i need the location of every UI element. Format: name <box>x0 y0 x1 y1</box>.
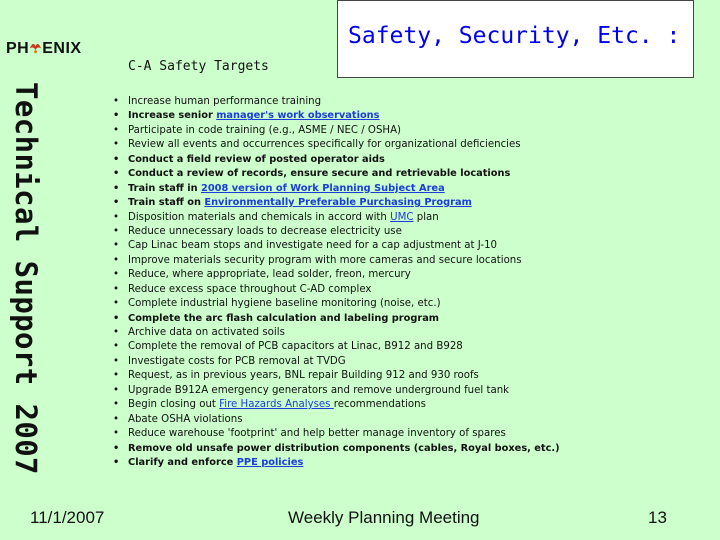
list-item <box>113 398 713 412</box>
list-item <box>113 442 713 456</box>
list-item <box>113 355 713 369</box>
list-item <box>113 413 713 427</box>
list-item-link[interactable]: PPE policies <box>236 456 304 468</box>
list-item-text: Cap Linac beam stops and investigate need for a cap adjustment at J-10 <box>128 240 498 252</box>
list-item-text: Reduce excess space throughout C-AD complex <box>128 283 372 295</box>
list-item-text: Begin closing out <box>128 399 220 411</box>
list-item <box>113 153 713 167</box>
list-item <box>113 95 713 109</box>
list-item-text: Reduce warehouse 'footprint' and help better manage inventory of spares <box>128 428 506 440</box>
footer-meeting: Weekly Planning Meeting <box>288 508 480 527</box>
list-item-text: Abate OSHA violations <box>128 413 243 425</box>
list-item-link[interactable]: Environmentally Preferable Purchasing Program <box>204 197 472 209</box>
list-item <box>113 340 713 354</box>
list-item <box>113 196 713 210</box>
list-item-text-post: recommendations <box>333 399 426 411</box>
list-item <box>113 254 713 268</box>
list-item-text: Increase senior <box>128 110 217 122</box>
list-item <box>113 456 713 470</box>
logo-text-right: ENIX <box>42 40 82 57</box>
list-item-text: Reduce unnecessary loads to decrease electricity use <box>128 225 402 237</box>
list-item <box>113 312 713 326</box>
list-item-text: Reduce, where appropriate, lead solder, freon, mercury <box>128 269 411 281</box>
list-item-text: Archive data on activated soils <box>128 327 285 338</box>
list-item-text: Remove old unsafe power distribution components (cables, Royal boxes, etc.) <box>128 442 560 454</box>
list-item-text: Investigate costs for PCB removal at TVDG <box>128 355 346 367</box>
list-item-text: Train staff on <box>128 197 205 209</box>
footer-date: 11/1/2007 <box>30 508 105 527</box>
list-item-text: Review all events and occurrences specifically for organizational deficiencies <box>128 139 521 151</box>
list-item-text: Disposition materials and chemicals in accord with <box>128 211 391 223</box>
list-item-text: Complete industrial hygiene baseline monitoring (noise, etc.) <box>128 298 441 310</box>
list-item <box>113 138 713 152</box>
page-number: 13 <box>648 508 667 527</box>
vertical-label-box <box>8 82 44 475</box>
list-item <box>113 239 713 253</box>
list-item-link[interactable]: Fire Hazards Analyses <box>219 399 334 411</box>
list-item-text: Conduct a field review of posted operator aids <box>128 153 385 165</box>
list-item-link[interactable]: UMC <box>390 211 414 223</box>
list-item <box>113 225 713 239</box>
logo-text-left: PH <box>6 40 30 57</box>
slide-title: Safety, Security, Etc. : <box>348 23 681 49</box>
list-item-text: Clarify and enforce <box>128 456 237 468</box>
list-item-text: Participate in code training (e.g., ASME / NEC / OSHA) <box>128 124 402 136</box>
list-item-text: Complete the arc flash calculation and labeling program <box>128 312 440 324</box>
list-item <box>113 427 713 441</box>
title-box <box>337 0 694 78</box>
subtitle: C-A Safety Targets <box>128 59 269 74</box>
list-item <box>113 384 713 398</box>
target-list <box>113 95 713 470</box>
list-item-text: Upgrade B912A emergency generators and remove underground fuel tank <box>128 384 510 396</box>
list-item-text: Increase human performance training <box>128 96 322 107</box>
list-item-text: Complete the removal of PCB capacitors at Linac, B912 and B928 <box>128 341 463 353</box>
list-item-link[interactable]: manager's work observations <box>216 110 380 122</box>
list-item <box>113 268 713 282</box>
list-item-text: Improve materials security program with more cameras and secure locations <box>128 254 522 266</box>
list-item-text: Train staff in <box>128 182 202 194</box>
list-item <box>113 369 713 383</box>
list-item <box>113 326 713 340</box>
list-item-link[interactable]: 2008 version of Work Planning Subject Area <box>201 182 445 194</box>
list-item <box>113 109 713 123</box>
list-item-text-post: plan <box>413 211 439 223</box>
list-item <box>113 182 713 196</box>
list-item <box>113 124 713 138</box>
phoenix-logo <box>6 40 82 58</box>
list-item-text: Request, as in previous years, BNL repair Building 912 and 930 roofs <box>128 370 479 382</box>
vertical-label: Technical Support 2007 <box>9 82 43 475</box>
list-item <box>113 211 713 225</box>
list-item <box>113 283 713 297</box>
phoenix-bird-icon <box>29 41 42 54</box>
list-item <box>113 297 713 311</box>
list-item-text: Conduct a review of records, ensure secure and retrievable locations <box>128 168 511 180</box>
list-item <box>113 167 713 181</box>
